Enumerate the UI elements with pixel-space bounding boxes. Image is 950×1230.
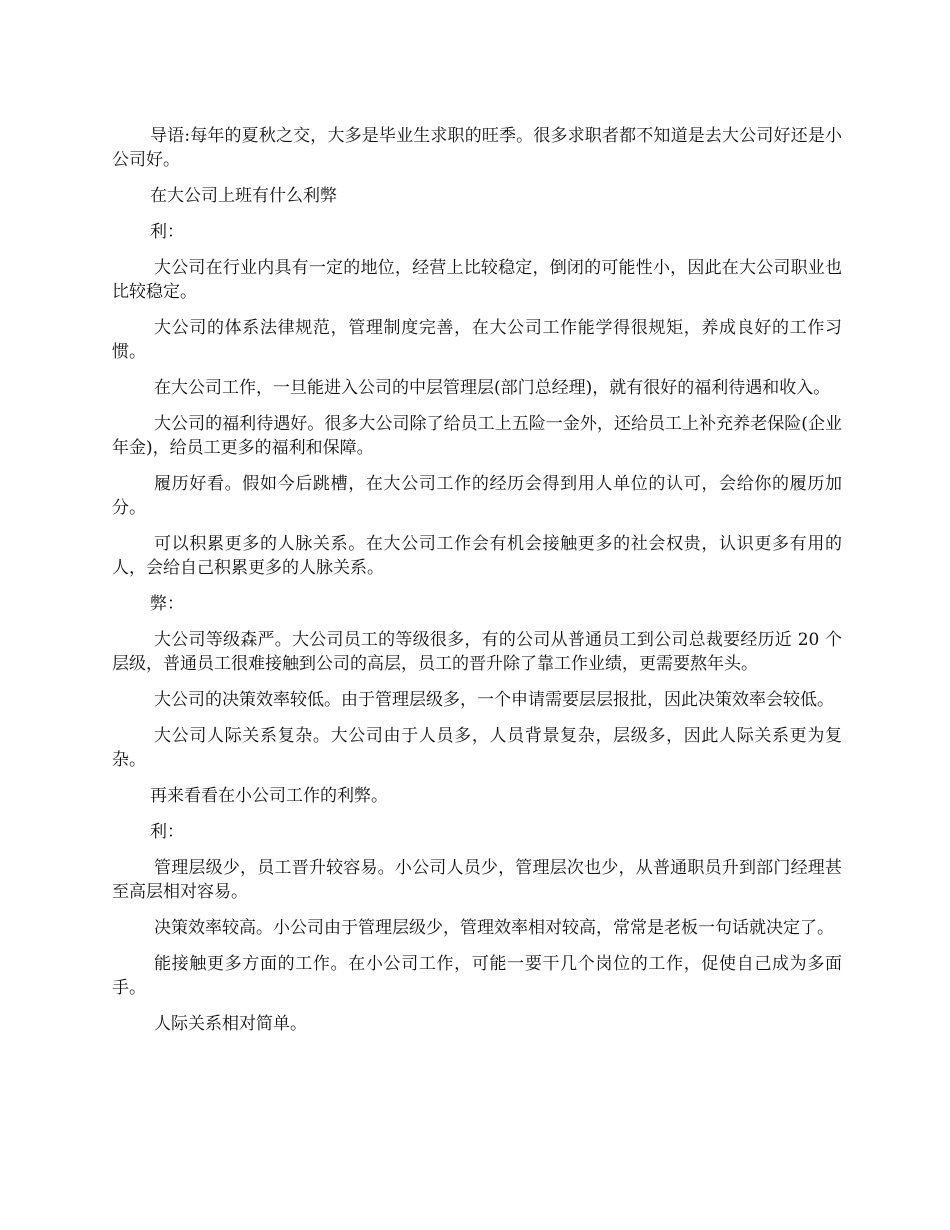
- pros-heading: 利：: [150, 222, 184, 242]
- body-paragraph: 在大公司工作，一旦能进入公司的中层管理层(部门总经理)，就有很好的福利待遇和收入。: [154, 378, 831, 398]
- section-heading-small-company: 再来看看在小公司工作的利弊。: [150, 786, 388, 806]
- body-paragraph: 大公司的体系法律规范，管理制度完善，在大公司工作能学得很规矩，养成良好的工作习惯。: [112, 318, 842, 362]
- body-paragraph: 决策效率较高。小公司由于管理层级少，管理效率相对较高，常常是老板一句话就决定了。: [154, 918, 834, 938]
- pros-heading: 利：: [150, 822, 184, 842]
- document-body: [112, 124, 842, 1048]
- body-paragraph: 能接触更多方面的工作。在小公司工作，可能一要干几个岗位的工作，促使自己成为多面手。: [112, 954, 842, 998]
- body-paragraph: 大公司人际关系复杂。大公司由于人员多，人员背景复杂，层级多，因此人际关系更为复杂。: [112, 726, 842, 770]
- intro-paragraph: 导语:每年的夏秋之交，大多是毕业生求职的旺季。很多求职者都不知道是去大公司好还是小公司好。: [112, 126, 842, 170]
- body-paragraph: 大公司的决策效率较低。由于管理层级多，一个申请需要层层报批，因此决策效率会较低。: [154, 690, 834, 710]
- body-paragraph: 大公司在行业内具有一定的地位，经营上比较稳定，倒闭的可能性小，因此在大公司职业也比较稳定。: [112, 258, 842, 302]
- body-paragraph: 大公司的福利待遇好。很多大公司除了给员工上五险一金外，还给员工上补充养老保险(企业年金)，给员工更多的福利和保障。: [112, 414, 842, 458]
- body-paragraph: 可以积累更多的人脉关系。在大公司工作会有机会接触更多的社会权贵，认识更多有用的人，会给自己积累更多的人脉关系。: [112, 534, 842, 578]
- body-paragraph: 人际关系相对简单。: [154, 1014, 307, 1034]
- body-paragraph: 管理层级少，员工晋升较容易。小公司人员少，管理层次也少，从普通职员升到部门经理甚至高层相对容易。: [112, 858, 842, 902]
- section-heading-big-company: 在大公司上班有什么利弊: [150, 186, 337, 206]
- cons-heading: 弊：: [150, 594, 184, 614]
- body-paragraph: 大公司等级森严。大公司员工的等级很多，有的公司从普通员工到公司总裁要经历近 20 个层级，普通员工很难接触到公司的高层，员工的晋升除了靠工作业绩，更需要熬年头。: [112, 630, 842, 674]
- body-paragraph: 履历好看。假如今后跳槽，在大公司工作的经历会得到用人单位的认可，会给你的履历加分。: [112, 474, 842, 518]
